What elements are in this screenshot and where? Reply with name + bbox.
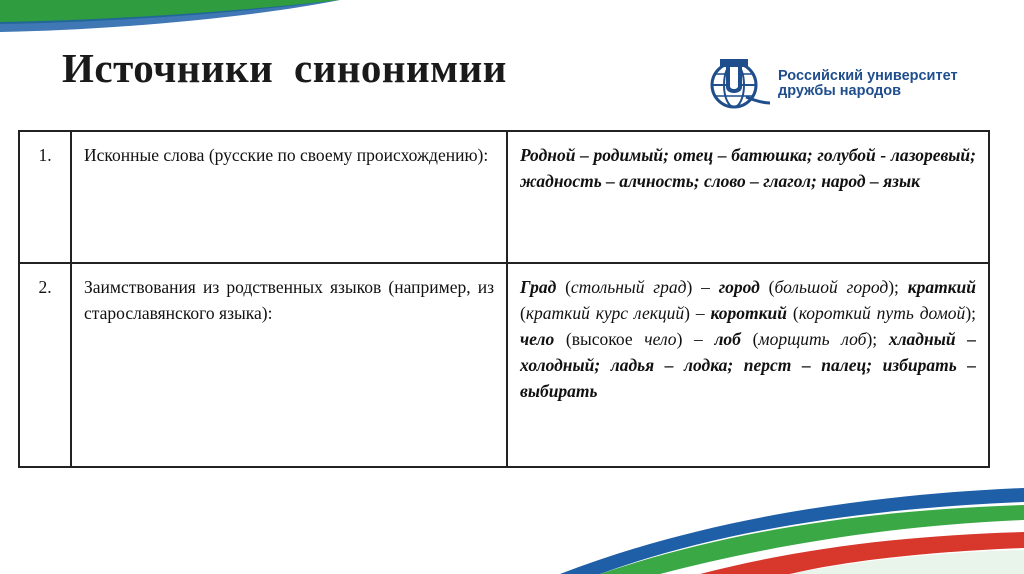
synonymy-sources-table [18, 130, 990, 468]
row-number: 2. [19, 263, 71, 467]
example-fragment: ); [888, 277, 908, 297]
example-fragment: короткий [710, 303, 787, 323]
example-fragment: хладный – холодный; ладья – лодка; перст – палец; избирать – выбирать [520, 329, 976, 401]
university-name-line1: Российский университет [778, 68, 958, 84]
example-fragment: ) – [676, 329, 715, 349]
example-fragment: ( [554, 329, 572, 349]
university-name [778, 69, 958, 99]
example-fragment: ); [965, 303, 977, 323]
example-fragment: ( [520, 303, 526, 323]
example-fragment: высокое [571, 329, 633, 349]
example-fragment: краткий [907, 277, 977, 297]
example-fragment: ( [786, 303, 799, 323]
example-fragment: ) – [684, 303, 711, 323]
example-fragment: чело [632, 329, 677, 349]
example-fragment: город [718, 277, 760, 297]
example-fragment: ( [740, 329, 759, 349]
example-fragment: морщить лоб [758, 329, 867, 349]
row-examples [507, 263, 989, 467]
example-fragment: ( [556, 277, 571, 297]
example-fragment: Град [520, 277, 557, 297]
example-fragment: большой город [774, 277, 889, 297]
example-fragment: ( [759, 277, 775, 297]
row-description: Заимствования из родственных языков (например, из старославянского языка): [71, 263, 507, 467]
university-logo [706, 57, 996, 111]
example-fragment: стольный град [570, 277, 687, 297]
slide-title: Источники синонимии [62, 45, 507, 91]
example-fragment: краткий курс лекций [525, 303, 685, 323]
row-description: Исконные слова (русские по своему происхождению): [71, 131, 507, 263]
university-name-line2: дружбы народов [778, 83, 902, 99]
row-examples: Родной – родимый; отец – батюшка; голубой - лазоревый; жадность – алчность; слово – глагол; народ – язык [507, 131, 989, 263]
example-fragment: короткий путь домой [798, 303, 966, 323]
example-fragment: ); [866, 329, 889, 349]
example-fragment: чело [520, 329, 555, 349]
example-fragment: лоб [714, 329, 741, 349]
row-number: 1. [19, 131, 71, 263]
table-row [19, 131, 989, 263]
rudn-emblem-icon [706, 57, 770, 111]
example-fragment: ) – [686, 277, 719, 297]
table-row [19, 263, 989, 467]
